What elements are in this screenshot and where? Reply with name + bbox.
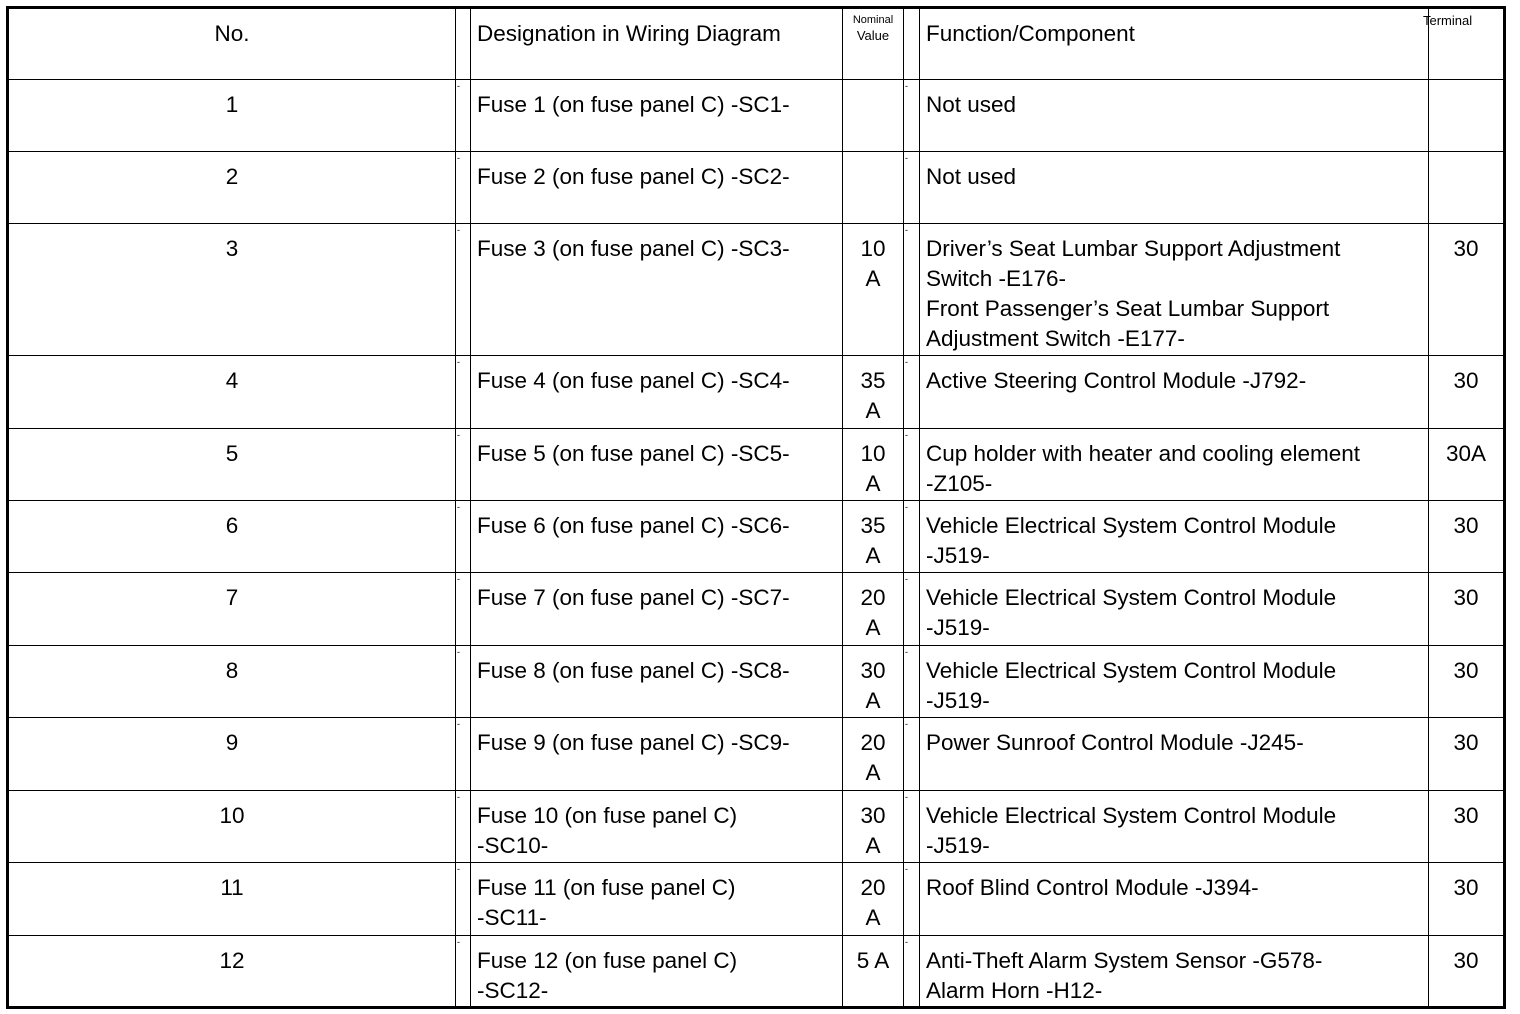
header-terminal-label: Terminal: [1423, 13, 1473, 28]
nominal-value-cell: [843, 152, 904, 224]
nominal-value-cell: [843, 718, 904, 791]
spacer-cell: -: [904, 501, 920, 573]
designation-line: Fuse 8 (on fuse panel C) -SC8-: [477, 658, 790, 683]
nominal-value-line: 20: [860, 875, 886, 900]
function-cell: [920, 936, 1429, 1008]
table-row: [8, 80, 1505, 152]
designation-line: Fuse 3 (on fuse panel C) -SC3-: [477, 236, 790, 261]
designation-line: -SC10-: [477, 833, 549, 858]
function-line: Vehicle Electrical System Control Module: [926, 585, 1337, 610]
designation-cell: [471, 863, 843, 936]
spacer-cell: -: [456, 501, 471, 573]
nominal-value-cell: [843, 791, 904, 863]
function-line: Driver’s Seat Lumbar Support Adjustment: [926, 236, 1341, 261]
table-row: [8, 863, 1505, 936]
function-line: Cup holder with heater and cooling element: [926, 441, 1361, 466]
designation-line: -SC11-: [477, 905, 547, 930]
terminal-cell: [1429, 152, 1505, 224]
spacer-cell: -: [904, 152, 920, 224]
nominal-value-cell: [843, 224, 904, 356]
designation-cell: [471, 936, 843, 1008]
fuse-number: 9: [8, 718, 456, 791]
function-line: Not used: [926, 92, 1017, 117]
table-row: [8, 791, 1505, 863]
nominal-value-cell: [843, 501, 904, 573]
function-cell: [920, 152, 1429, 224]
function-cell: [920, 356, 1429, 429]
function-line: Active Steering Control Module -J792-: [926, 368, 1307, 393]
terminal-cell: 30: [1429, 573, 1505, 646]
spacer-cell: -: [456, 573, 471, 646]
nominal-value-cell: [843, 646, 904, 718]
spacer-cell: -: [456, 646, 471, 718]
spacer-cell: -: [904, 936, 920, 1008]
spacer-cell: -: [904, 863, 920, 936]
spacer-cell: -: [904, 573, 920, 646]
terminal-cell: 30: [1429, 501, 1505, 573]
nominal-value-line: 30: [860, 658, 886, 683]
designation-cell: [471, 80, 843, 152]
fuse-number: 6: [8, 501, 456, 573]
header-function: Function/Component: [920, 8, 1429, 80]
spacer-cell: -: [904, 429, 920, 501]
designation-cell: [471, 718, 843, 791]
designation-line: Fuse 4 (on fuse panel C) -SC4-: [477, 368, 790, 393]
spacer-cell: -: [904, 791, 920, 863]
terminal-cell: 30: [1429, 936, 1505, 1008]
header-spacer: [456, 8, 471, 80]
designation-line: -SC12-: [477, 978, 549, 1003]
nominal-value-line: 10: [860, 441, 886, 466]
terminal-cell: 30: [1429, 646, 1505, 718]
fuse-number: 1: [8, 80, 456, 152]
table-row: [8, 501, 1505, 573]
terminal-cell: 30: [1429, 863, 1505, 936]
header-no: No.: [8, 8, 456, 80]
designation-cell: [471, 791, 843, 863]
fuse-number: 11: [8, 863, 456, 936]
table-row: [8, 429, 1505, 501]
designation-line: Fuse 6 (on fuse panel C) -SC6-: [477, 513, 790, 538]
terminal-cell: 30A: [1429, 429, 1505, 501]
designation-cell: [471, 429, 843, 501]
spacer-cell: -: [904, 80, 920, 152]
designation-cell: [471, 224, 843, 356]
table-row: [8, 718, 1505, 791]
nominal-value-line: A: [865, 760, 881, 785]
header-spacer: [904, 8, 920, 80]
spacer-cell: -: [456, 429, 471, 501]
nominal-value-line: A: [865, 471, 881, 496]
nominal-value-line: 35: [860, 368, 886, 393]
designation-line: Fuse 5 (on fuse panel C) -SC5-: [477, 441, 790, 466]
function-cell: [920, 501, 1429, 573]
function-line: Anti-Theft Alarm System Sensor -G578-: [926, 948, 1323, 973]
table-row: [8, 356, 1505, 429]
nominal-value-cell: [843, 356, 904, 429]
table-row: [8, 573, 1505, 646]
function-cell: [920, 718, 1429, 791]
nominal-value-cell: [843, 573, 904, 646]
fuse-number: 10: [8, 791, 456, 863]
designation-line: Fuse 2 (on fuse panel C) -SC2-: [477, 164, 790, 189]
function-line: Vehicle Electrical System Control Module: [926, 658, 1337, 683]
nominal-value-line: 35: [860, 513, 886, 538]
nominal-value-line: A: [865, 543, 881, 568]
nominal-value-line: 20: [860, 730, 886, 755]
function-line: -J519-: [926, 543, 990, 568]
fuse-number: 2: [8, 152, 456, 224]
terminal-cell: 30: [1429, 356, 1505, 429]
nominal-value-line: 30: [860, 803, 886, 828]
header-designation: Designation in Wiring Diagram: [471, 8, 843, 80]
function-line: Vehicle Electrical System Control Module: [926, 803, 1337, 828]
spacer-cell: -: [456, 936, 471, 1008]
terminal-cell: [1429, 80, 1505, 152]
designation-line: Fuse 12 (on fuse panel C): [477, 948, 738, 973]
spacer-cell: -: [456, 718, 471, 791]
header-nominal-label: Nominal: [852, 14, 894, 26]
fuse-table: [6, 6, 1506, 1009]
terminal-cell: 30: [1429, 224, 1505, 356]
nominal-value-line: A: [865, 615, 881, 640]
nominal-value-line: 20: [860, 585, 886, 610]
fuse-number: 12: [8, 936, 456, 1008]
fuse-number: 4: [8, 356, 456, 429]
nominal-value-cell: [843, 80, 904, 152]
function-cell: [920, 791, 1429, 863]
fuse-number: 5: [8, 429, 456, 501]
designation-line: Fuse 7 (on fuse panel C) -SC7-: [477, 585, 790, 610]
table-row: [8, 646, 1505, 718]
function-line: Roof Blind Control Module -J394-: [926, 875, 1259, 900]
function-line: Vehicle Electrical System Control Module: [926, 513, 1337, 538]
designation-line: Fuse 10 (on fuse panel C): [477, 803, 738, 828]
header-row: [8, 8, 1505, 80]
designation-line: Fuse 9 (on fuse panel C) -SC9-: [477, 730, 790, 755]
spacer-cell: -: [904, 718, 920, 791]
designation-cell: [471, 501, 843, 573]
function-line: -Z105-: [926, 471, 993, 496]
table-row: [8, 152, 1505, 224]
header-terminal: [1423, 8, 1505, 80]
nominal-value-line: 5 A: [856, 948, 890, 973]
spacer-cell: -: [904, 224, 920, 356]
spacer-cell: -: [904, 646, 920, 718]
spacer-cell: -: [904, 356, 920, 429]
nominal-value-line: A: [865, 905, 881, 930]
fuse-number: 7: [8, 573, 456, 646]
nominal-value-line: A: [865, 833, 881, 858]
function-line: -J519-: [926, 833, 990, 858]
function-line: Adjustment Switch -E177-: [926, 326, 1185, 351]
function-line: Alarm Horn -H12-: [926, 978, 1103, 1003]
nominal-value-cell: [843, 936, 904, 1008]
table-row: [8, 224, 1505, 356]
nominal-value-cell: [843, 863, 904, 936]
designation-cell: [471, 356, 843, 429]
spacer-cell: -: [456, 356, 471, 429]
function-cell: [920, 863, 1429, 936]
function-line: -J519-: [926, 688, 990, 713]
nominal-value-line: A: [865, 398, 881, 423]
function-line: -J519-: [926, 615, 990, 640]
spacer-cell: -: [456, 224, 471, 356]
fuse-number: 8: [8, 646, 456, 718]
designation-line: Fuse 1 (on fuse panel C) -SC1-: [477, 92, 790, 117]
header-nominal-value: [843, 8, 904, 80]
nominal-value-cell: [843, 429, 904, 501]
table-row: [8, 936, 1505, 1008]
header-value-label: Value: [856, 28, 890, 43]
function-cell: [920, 224, 1429, 356]
spacer-cell: -: [456, 863, 471, 936]
spacer-cell: -: [456, 80, 471, 152]
function-line: Power Sunroof Control Module -J245-: [926, 730, 1304, 755]
function-cell: [920, 429, 1429, 501]
spacer-cell: -: [456, 152, 471, 224]
function-line: Not used: [926, 164, 1017, 189]
function-cell: [920, 80, 1429, 152]
nominal-value-line: A: [865, 688, 881, 713]
nominal-value-line: 10: [860, 236, 886, 261]
function-line: Switch -E176-: [926, 266, 1067, 291]
designation-cell: [471, 152, 843, 224]
spacer-cell: -: [456, 791, 471, 863]
fuse-number: 3: [8, 224, 456, 356]
function-line: Front Passenger’s Seat Lumbar Support: [926, 296, 1330, 321]
terminal-cell: 30: [1429, 718, 1505, 791]
function-cell: [920, 646, 1429, 718]
designation-cell: [471, 573, 843, 646]
designation-line: Fuse 11 (on fuse panel C): [477, 875, 736, 900]
terminal-cell: 30: [1429, 791, 1505, 863]
designation-cell: [471, 646, 843, 718]
nominal-value-line: A: [865, 266, 881, 291]
function-cell: [920, 573, 1429, 646]
